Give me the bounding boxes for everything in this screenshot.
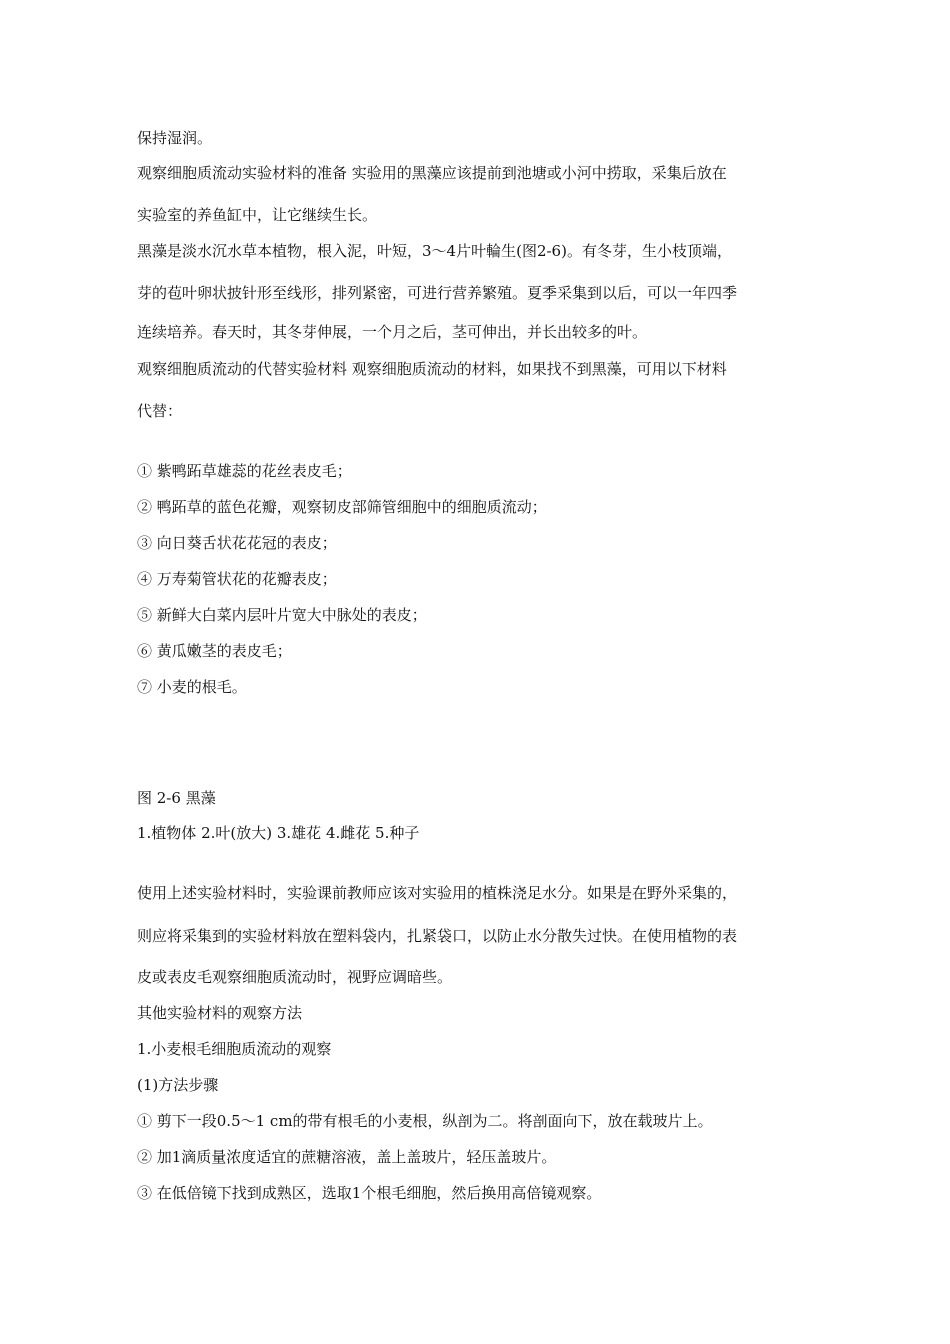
list-item: ⑦ 小麦的根毛。 — [137, 678, 247, 696]
paragraph-line: 连续培养。春天时，其冬芽伸展，一个月之后，茎可伸出，并长出较多的叶。 — [137, 323, 648, 341]
list-item: ② 加1滴质量浓度适宜的蔗糖溶液，盖上盖玻片，轻压盖玻片。 — [137, 1148, 557, 1166]
paragraph-line: 代替： — [137, 402, 183, 420]
list-item: ⑤ 新鲜大白菜内层叶片宽大中脉处的表皮； — [137, 606, 427, 624]
list-item: ④ 万寿菊管状花的花瓣表皮； — [137, 570, 337, 588]
paragraph-line: 观察细胞质流动的代替实验材料 观察细胞质流动的材料，如果找不到黑藻，可用以下材料 — [137, 360, 727, 378]
paragraph-line: 芽的苞叶卵状披针形至线形，排列紧密，可进行营养繁殖。夏季采集到以后，可以一年四季 — [137, 284, 738, 302]
paragraph-line: 保持湿润。 — [137, 129, 213, 147]
subsection-heading: (1)方法步骤 — [137, 1076, 219, 1094]
paragraph-line: 观察细胞质流动实验材料的准备 实验用的黑藻应该提前到池塘或小河中捞取，采集后放在 — [137, 164, 727, 182]
list-item: ⑥ 黄瓜嫩茎的表皮毛； — [137, 642, 292, 660]
figure-caption: 图 2-6 黑藻 — [137, 789, 216, 807]
list-item: ③ 在低倍镜下找到成熟区，选取1个根毛细胞，然后换用高倍镜观察。 — [137, 1184, 602, 1202]
section-heading: 其他实验材料的观察方法 — [137, 1004, 303, 1022]
list-item: ② 鸭跖草的蓝色花瓣，观察韧皮部筛管细胞中的细胞质流动； — [137, 498, 547, 516]
list-item: ① 剪下一段0.5～1 cm的带有根毛的小麦根，纵剖为二。将剖面向下，放在载玻片上。 — [137, 1112, 713, 1130]
list-item: ③ 向日葵舌状花花冠的表皮； — [137, 534, 337, 552]
list-item: ① 紫鸭跖草雄蕊的花丝表皮毛； — [137, 462, 352, 480]
paragraph-line: 则应将采集到的实验材料放在塑料袋内，扎紧袋口，以防止水分散失过快。在使用植物的表 — [137, 927, 738, 945]
paragraph-line: 实验室的养鱼缸中，让它继续生长。 — [137, 206, 378, 224]
paragraph-line: 使用上述实验材料时，实验课前教师应该对实验用的植株浇足水分。如果是在野外采集的， — [137, 884, 738, 902]
paragraph-line: 黑藻是淡水沉水草本植物，根入泥，叶短，3～4片叶輪生(图2-6)。有冬芽，生小枝顶端， — [137, 242, 732, 260]
paragraph-line: 皮或表皮毛观察细胞质流动时，视野应调暗些。 — [137, 968, 453, 986]
figure-legend: 1.植物体 2.叶(放大) 3.雄花 4.雌花 5.种子 — [137, 824, 420, 842]
subsection-heading: 1.小麦根毛细胞质流动的观察 — [137, 1040, 332, 1058]
